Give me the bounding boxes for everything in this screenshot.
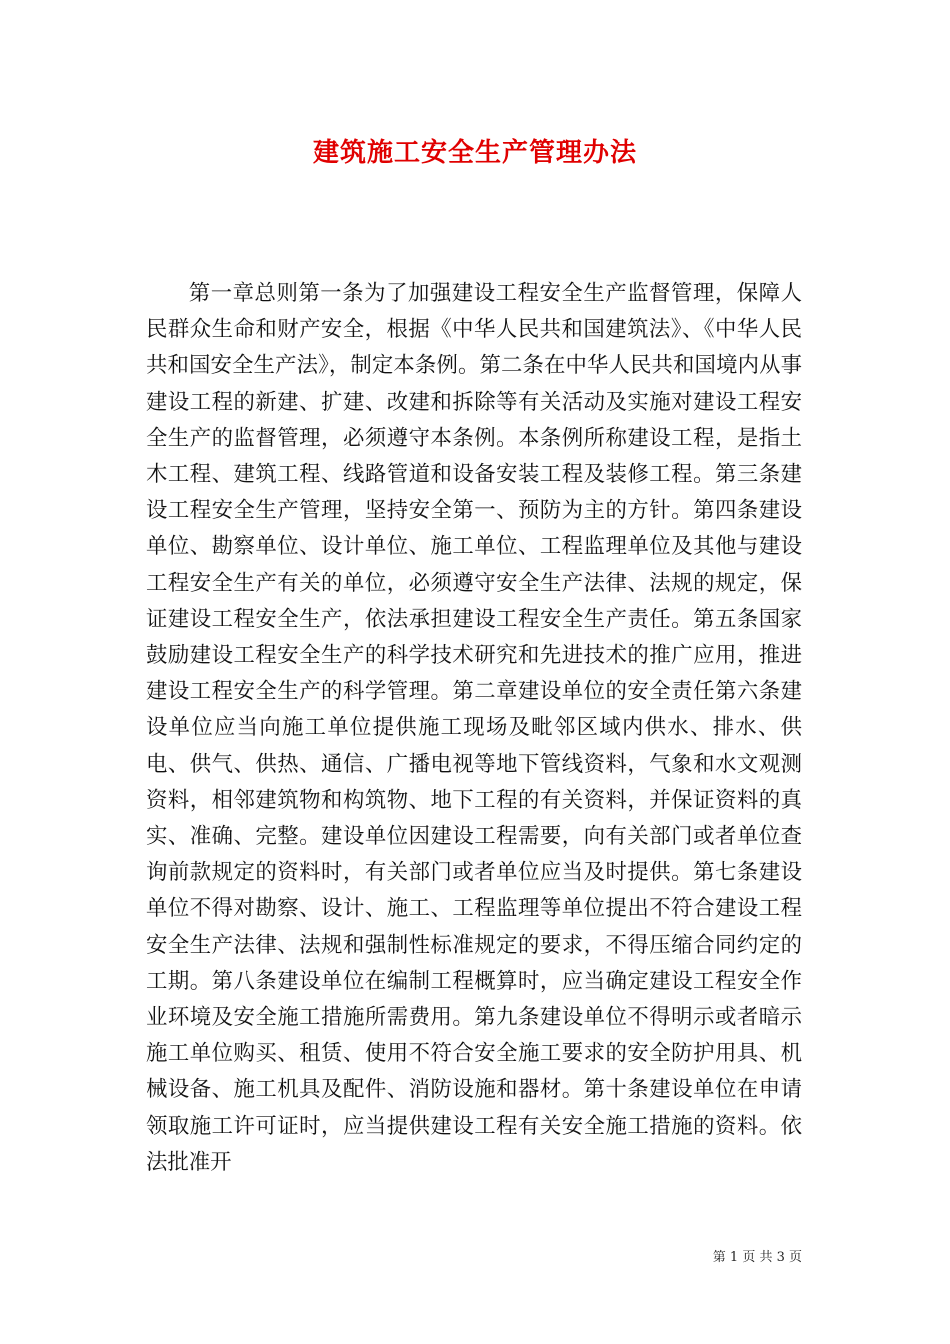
- body-paragraph: 第一章总则第一条为了加强建设工程安全生产监督管理，保障人民群众生命和财产安全，根据《中华人民共和国建筑法》、《中华人民共和国安全生产法》，制定本条例。第二条在中华人民共和国境内从事建设工程的新建、扩建、改建和拆除等有关活动及实施对建设工程安全生产的监督管理，必须遵守本条例。本条例所称建设工程，是指土木工程、建筑工程、线路管道和设备安装工程及装修工程。第三条建设工程安全生产管理，坚持安全第一、预防为主的方针。第四条建设单位、勘察单位、设计单位、施工单位、工程监理单位及其他与建设工程安全生产有关的单位，必须遵守安全生产法律、法规的规定，保证建设工程安全生产，依法承担建设工程安全生产责任。第五条国家鼓励建设工程安全生产的科学技术研究和先进技术的推广应用，推进建设工程安全生产的科学管理。第二章建设单位的安全责任第六条建设单位应当向施工单位提供施工现场及毗邻区域内供水、排水、供电、供气、供热、通信、广播电视等地下管线资料，气象和水文观测资料，相邻建筑物和构筑物、地下工程的有关资料，并保证资料的真实、准确、完整。建设单位因建设工程需要，向有关部门或者单位查询前款规定的资料时，有关部门或者单位应当及时提供。第七条建设单位不得对勘察、设计、施工、工程监理等单位提出不符合建设工程安全生产法律、法规和强制性标准规定的要求，不得压缩合同约定的工期。第八条建设单位在编制工程概算时，应当确定建设工程安全作业环境及安全施工措施所需费用。第九条建设单位不得明示或者暗示施工单位购买、租赁、使用不符合安全施工要求的安全防护用具、机械设备、施工机具及配件、消防设施和器材。第十条建设单位在申请领取施工许可证时，应当提供建设工程有关安全施工措施的资料。依法批准开: [146, 281, 802, 1175]
- page-title: 建筑施工安全生产管理办法: [312, 138, 637, 168]
- page-number: 第 1 页 共 3 页: [712, 1250, 802, 1265]
